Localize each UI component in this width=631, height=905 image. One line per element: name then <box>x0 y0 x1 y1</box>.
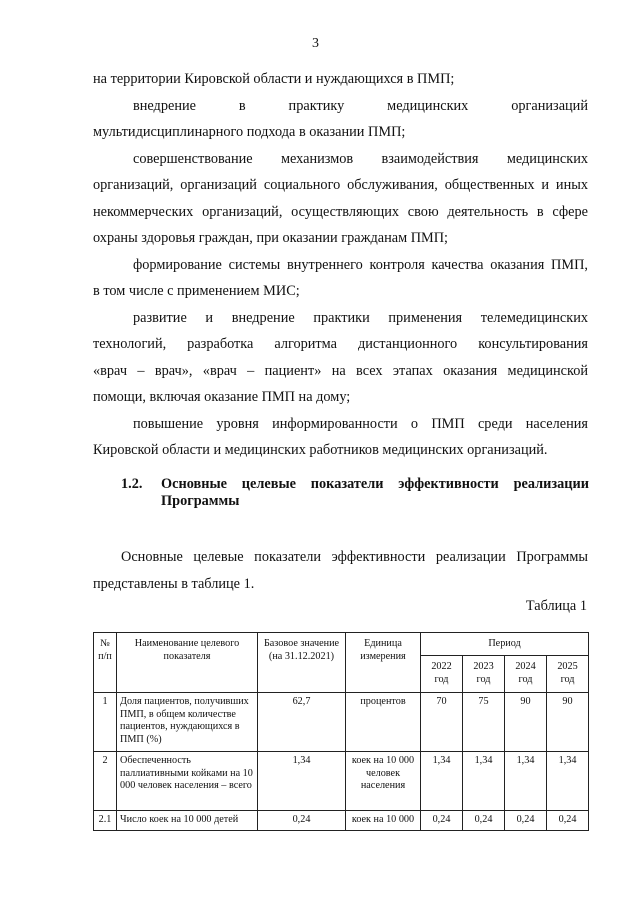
row-value: 1,34 <box>421 752 463 811</box>
page-number: 3 <box>312 36 319 51</box>
intro-line: представлены в таблице 1. <box>93 575 255 592</box>
header-base: Базовое значение (на 31.12.2021) <box>258 633 346 693</box>
paragraph-line: мультидисциплинарного подхода в оказании ПМП; <box>93 124 406 140</box>
row-num: 2.1 <box>94 811 117 831</box>
row-unit: коек на 10 000 человек населения <box>346 752 421 811</box>
paragraph-line: повышение уровня информированности о ПМП среди населения <box>133 415 588 432</box>
row-value: 70 <box>421 693 463 752</box>
header-year: 2023 год <box>463 656 505 693</box>
paragraph-line: «врач – врач», «врач – пациент» на всех этапах оказания медицинской <box>93 362 588 379</box>
intro-line: Основные целевые показатели эффективности реализации Программы <box>121 549 588 565</box>
body-text <box>93 66 588 464</box>
row-value: 1,34 <box>463 752 505 811</box>
row-value: 90 <box>547 693 589 752</box>
section-number: 1.2. <box>121 476 143 492</box>
paragraph-line: Кировской области и медицинских работников медицинских организаций. <box>93 442 548 458</box>
row-value: 0,24 <box>463 811 505 831</box>
paragraph-line: помощи, включая оказание ПМП на дому; <box>93 389 351 405</box>
paragraph-line: внедрение в практику медицинских организаций <box>133 97 588 114</box>
row-base: 62,7 <box>258 693 346 752</box>
section-heading <box>121 476 589 510</box>
row-value: 1,34 <box>505 752 547 811</box>
row-unit: коек на 10 000 <box>346 811 421 831</box>
row-value: 0,24 <box>421 811 463 831</box>
row-name: Обеспеченность паллиативными койками на 10 000 человек населения – всего <box>117 752 258 811</box>
row-num: 1 <box>94 693 117 752</box>
row-value: 1,34 <box>547 752 589 811</box>
header-year: 2022 год <box>421 656 463 693</box>
indicators-table <box>93 632 589 831</box>
header-unit: Единица измерения <box>346 633 421 693</box>
paragraph-line: охраны здоровья граждан, при оказании гражданам ПМП; <box>93 230 449 246</box>
row-value: 75 <box>463 693 505 752</box>
table-row <box>94 693 589 752</box>
paragraph-line: в том числе с применением МИС; <box>93 283 300 299</box>
row-value: 0,24 <box>505 811 547 831</box>
table-intro <box>93 544 588 597</box>
row-name: Доля пациентов, получивших ПМП, в общем количестве пациентов, нуждающихся в ПМП (%) <box>117 693 258 752</box>
paragraph-line: формирование системы внутреннего контроля качества оказания ПМП, <box>133 256 588 273</box>
row-value: 90 <box>505 693 547 752</box>
row-base: 0,24 <box>258 811 346 831</box>
header-name: Наименование целевого показателя <box>117 633 258 693</box>
row-num: 2 <box>94 752 117 811</box>
paragraph-line: развитие и внедрение практики применения телемедицинских <box>133 309 588 326</box>
header-num: № п/п <box>94 633 117 693</box>
table-row <box>94 752 589 811</box>
row-value: 0,24 <box>547 811 589 831</box>
header-year: 2025 год <box>547 656 589 693</box>
paragraph-line: организаций, организаций социального обслуживания, общественных и иных <box>93 177 588 193</box>
paragraph-line: совершенствование механизмов взаимодействия медицинских <box>133 150 588 167</box>
paragraph-line: некоммерческих организаций, осуществляющих свою деятельность в сфере <box>93 203 588 220</box>
table-caption: Таблица 1 <box>525 598 587 614</box>
header-period: Период <box>421 633 589 656</box>
paragraph-line: на территории Кировской области и нуждающихся в ПМП; <box>93 71 455 87</box>
section-title: Основные целевые показатели эффективности реализации Программы <box>161 476 589 509</box>
row-base: 1,34 <box>258 752 346 811</box>
paragraph-line: технологий, разработка алгоритма дистанционного консультирования <box>93 336 588 352</box>
row-name: Число коек на 10 000 детей <box>117 811 258 831</box>
table-header-row <box>94 633 589 656</box>
table-row <box>94 811 589 831</box>
header-year: 2024 год <box>505 656 547 693</box>
row-unit: процентов <box>346 693 421 752</box>
